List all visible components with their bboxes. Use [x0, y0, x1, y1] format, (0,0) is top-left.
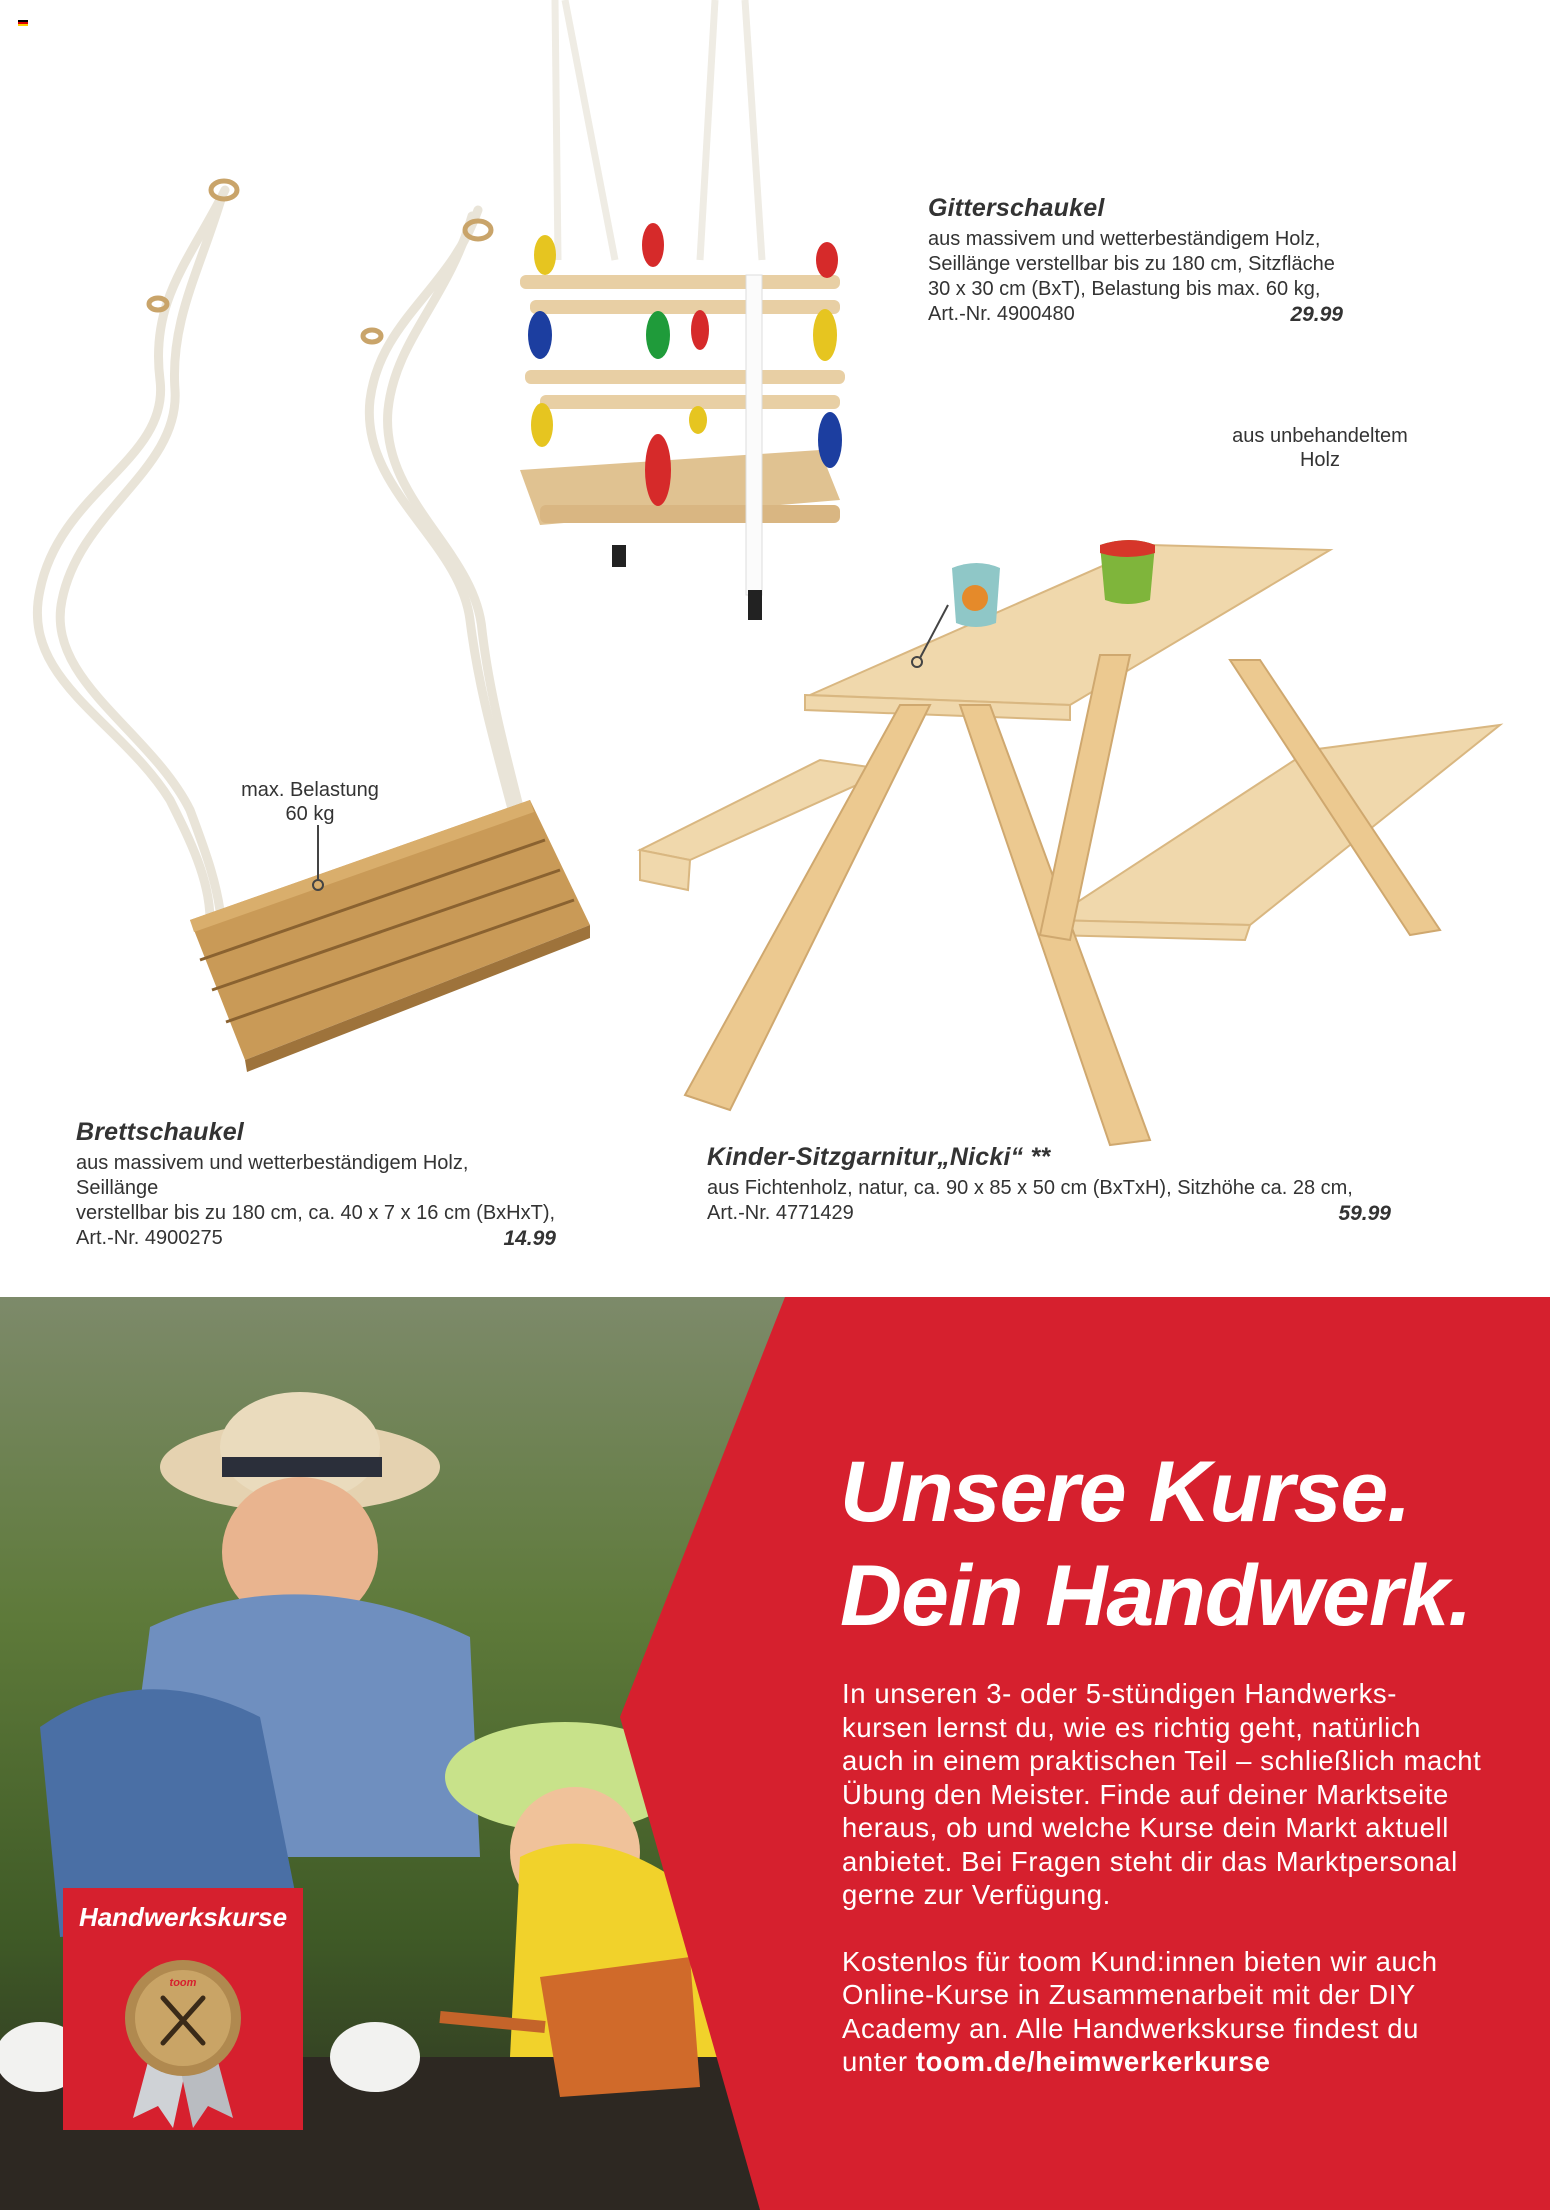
- kurse-paragraph-2: [842, 1945, 1482, 2079]
- callout-belastung-line-2: 60 kg: [285, 803, 335, 825]
- sitzgarnitur-price: 59.99: [1338, 1202, 1391, 1225]
- callout-holz: [1220, 424, 1420, 472]
- gitterschaukel-info: [928, 194, 1343, 327]
- headline-line-1: Unsere Kurse.: [840, 1444, 1411, 1540]
- sitzgarnitur-desc-1: aus Fichtenholz, natur, ca. 90 x 85 x 50 cm (BxTxH), Sitzhöhe ca. 28 cm,: [707, 1177, 1353, 1199]
- badge-title: Handwerkskurse: [78, 1902, 288, 1932]
- language-flag: [18, 20, 28, 26]
- callout-belastung-line-1: max. Belastung: [241, 779, 379, 801]
- brettschaukel-info: [76, 1118, 556, 1251]
- kurse-paragraph-1: In unseren 3- oder 5-stündigen Handwerks-kursen lernst du, wie es richtig geht, natürlich auch in einem praktischen Teil – schließlich macht Übung den Meister. Finde auf deiner Marktseite heraus, ob und welche Kurse dein Markt aktuell anbietet. Bei Fragen steht dir das Marktpersonal gerne zur Verfügung.: [842, 1678, 1482, 1910]
- sitzgarnitur-info: [707, 1143, 1391, 1226]
- brettschaukel-name: Brettschaukel: [76, 1118, 244, 1146]
- handwerkskurse-badge: [63, 1888, 303, 2130]
- kurse-body: [842, 1677, 1482, 2112]
- medal-logo-text: toom: [169, 1977, 197, 1989]
- kurse-link[interactable]: toom.de/heimwerkerkurse: [915, 2046, 1271, 2077]
- medal-icon: [103, 1948, 263, 2128]
- callout-belastung: [210, 778, 410, 826]
- brettschaukel-desc-1: aus massivem und wetterbeständigem Holz, Seillänge: [76, 1152, 469, 1199]
- kurse-headline: [840, 1440, 1471, 1648]
- gitterschaukel-name: Gitterschaukel: [928, 194, 1105, 222]
- callout-holz-line-2: Holz: [1299, 449, 1340, 471]
- sitzgarnitur-image: [630, 520, 1510, 1160]
- gitterschaukel-art-nr: Art.-Nr. 4900480: [928, 303, 1075, 325]
- brettschaukel-price: 14.99: [503, 1227, 556, 1250]
- gitterschaukel-desc-1: aus massivem und wetterbeständigem Holz,: [928, 228, 1321, 250]
- headline-line-2: Dein Handwerk.: [840, 1548, 1472, 1644]
- sitzgarnitur-name: Kinder-Sitzgarnitur„Nicki“ **: [707, 1143, 1051, 1171]
- gitterschaukel-price: 29.99: [1290, 303, 1343, 326]
- gitterschaukel-desc-2: Seillänge verstellbar bis zu 180 cm, Sitzfläche: [928, 253, 1335, 275]
- sitzgarnitur-art-nr: Art.-Nr. 4771429: [707, 1202, 854, 1224]
- callout-holz-line-1: aus unbehandeltem: [1232, 425, 1408, 447]
- brettschaukel-desc-2: verstellbar bis zu 180 cm, ca. 40 x 7 x 16 cm (BxHxT),: [76, 1202, 556, 1224]
- brettschaukel-art-nr: Art.-Nr. 4900275: [76, 1227, 223, 1249]
- gitterschaukel-desc-3: 30 x 30 cm (BxT), Belastung bis max. 60 kg,: [928, 278, 1321, 300]
- kurse-paragraph-2-text: Kostenlos für toom Kund:innen bieten wir auch Online-Kurse in Zusammenarbeit mit der DIY Academy an. Alle Handwerkskurse findest du unter: [842, 1945, 1438, 2077]
